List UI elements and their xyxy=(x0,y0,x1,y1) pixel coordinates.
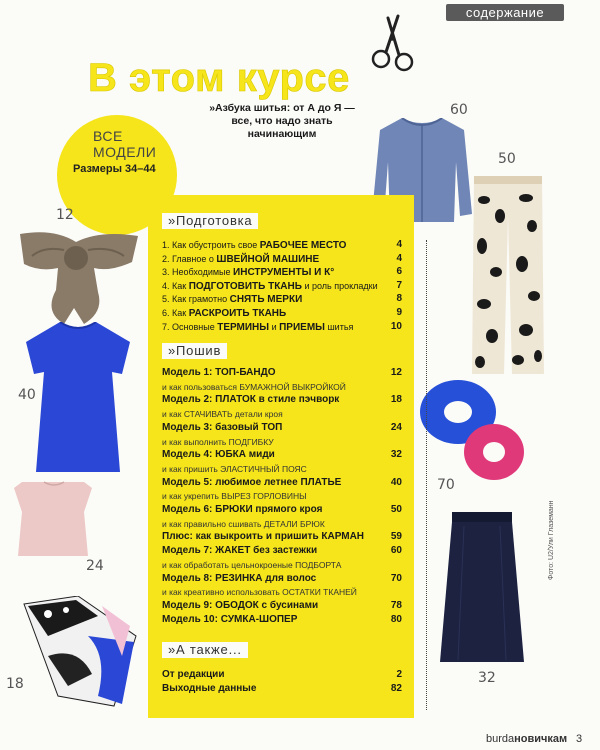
toc-highlight: ШВЕЙНОЙ МАШИНЕ xyxy=(216,253,320,265)
toc-page-number: 2 xyxy=(396,669,402,680)
top-image xyxy=(14,478,92,558)
toc-text: 6. Как xyxy=(162,308,189,318)
footer-brand-a: burda xyxy=(486,733,515,745)
toc-row-prep xyxy=(162,239,402,251)
toc-row-model xyxy=(162,600,402,612)
toc-row-also xyxy=(162,669,402,681)
dress-image xyxy=(26,322,130,474)
footer-brand xyxy=(486,733,567,745)
toc-row-title: Модель 7: ЖАКЕТ без застежки xyxy=(162,545,318,557)
bando-top-image xyxy=(14,228,144,328)
toc-row-prep xyxy=(162,321,402,333)
section-heading-also: »А также... xyxy=(162,642,248,658)
toc-page-number: 7 xyxy=(396,279,402,291)
page-title: В этом курсе xyxy=(88,56,350,100)
toc-page-number: 70 xyxy=(390,572,402,584)
toc-row-model xyxy=(162,394,402,406)
toc-row-prep xyxy=(162,293,402,305)
toc-page-number: 9 xyxy=(396,307,402,318)
toc-text: 3. Необходимые xyxy=(162,267,234,278)
toc-row-title xyxy=(162,266,334,279)
toc-row-sub xyxy=(162,436,402,448)
toc-row-sub xyxy=(162,381,402,393)
badge-sizes: Размеры 34–44 xyxy=(73,163,156,175)
badge-line1: ВСЕ xyxy=(93,128,123,144)
toc-text: 1. Как обустроить свое xyxy=(162,240,260,250)
toc-row-title: и как обработать цельнокроеные ПОДБОРТА xyxy=(162,559,342,570)
toc-row-title xyxy=(162,253,319,266)
model-number-skirt: 32 xyxy=(478,670,496,686)
toc-page-number: 32 xyxy=(390,449,402,461)
toc-row-model xyxy=(162,504,402,516)
toc-highlight: СНЯТЬ МЕРКИ xyxy=(229,294,303,306)
toc-row-title: и как СТАЧИВАТЬ детали кроя xyxy=(162,409,283,420)
toc-highlight: РАСКРОИТЬ ТКАНЬ xyxy=(188,308,287,319)
toc-text: 4. Как xyxy=(162,280,189,291)
toc-highlight: ПОДГОТОВИТЬ ТКАНЬ xyxy=(188,280,302,292)
toc-row-model xyxy=(162,422,402,434)
toc-text: и xyxy=(269,321,280,332)
toc-page-number: 18 xyxy=(390,394,402,406)
toc-highlight: ИНСТРУМЕНТЫ И К° xyxy=(233,267,335,279)
toc-row-title: и как укрепить ВЫРЕЗ ГОРЛОВИНЫ xyxy=(162,491,307,502)
toc-row-sub xyxy=(162,559,402,571)
toc-row-model xyxy=(162,367,402,379)
skirt-image xyxy=(440,512,524,662)
toc-row-title: Модель 4: ЮБКА миди xyxy=(162,449,275,461)
toc-row-prep xyxy=(162,280,402,292)
toc-text: 5. Как грамотно xyxy=(162,294,230,305)
toc-highlight: РАБОЧЕЕ МЕСТО xyxy=(259,240,347,251)
toc-page-number: 4 xyxy=(396,239,402,250)
toc-row-sub xyxy=(162,463,402,475)
toc-page-number: 82 xyxy=(390,683,402,694)
toc-row-title xyxy=(162,280,378,293)
toc-row-title xyxy=(162,239,346,252)
toc-row-model xyxy=(162,477,402,489)
toc-row-title: Модель 9: ОБОДОК с бусинами xyxy=(162,599,319,611)
model-number-top: 24 xyxy=(86,558,104,574)
toc-page-number: 59 xyxy=(390,531,402,543)
toc-row-title: Модель 5: любимое летнее ПЛАТЬЕ xyxy=(162,476,342,488)
toc-page-number: 50 xyxy=(390,504,402,515)
scarf-image xyxy=(18,596,142,712)
toc-row-also xyxy=(162,683,402,695)
toc-page-number: 24 xyxy=(390,421,402,433)
scrunchie-image xyxy=(418,370,528,486)
toc-row-model xyxy=(162,531,402,543)
dotted-guide xyxy=(426,240,429,710)
section-heading-prep: »Подготовка xyxy=(162,213,258,229)
toc-page-number: 10 xyxy=(390,320,402,332)
toc-highlight: ПРИЕМЫ xyxy=(279,321,325,333)
toc-row-model xyxy=(162,614,402,626)
model-number-pants: 50 xyxy=(498,151,516,167)
toc-row-title: и как пришить ЭЛАСТИЧНЫЙ ПОЯС xyxy=(162,463,307,474)
footer-brand-b: новичкам xyxy=(514,733,568,745)
toc-row-sub xyxy=(162,518,402,530)
toc-row-model xyxy=(162,449,402,461)
toc-row-title: Модель 8: РЕЗИНКА для волос xyxy=(162,572,317,584)
photo-credit: Фото: U2/Ули Глаземанн xyxy=(548,500,555,580)
model-number-bando: 12 xyxy=(56,207,74,223)
toc-text: 7. Основные xyxy=(162,321,218,332)
model-number-scarf: 18 xyxy=(6,676,24,692)
toc-page-number: 12 xyxy=(390,367,402,378)
toc-row-prep xyxy=(162,307,402,319)
toc-row-title: Выходные данные xyxy=(162,683,257,694)
pants-image xyxy=(470,176,546,376)
toc-row-title: Модель 6: БРЮКИ прямого кроя xyxy=(162,504,323,515)
model-number-dress: 40 xyxy=(18,387,36,403)
toc-row-title xyxy=(162,293,302,306)
toc-row-title: и как пользоваться БУМАЖНОЙ ВЫКРОЙКОЙ xyxy=(162,381,346,392)
toc-page-number: 4 xyxy=(396,252,402,264)
model-number-jacket: 60 xyxy=(450,102,468,118)
toc-page-number: 80 xyxy=(390,613,402,625)
toc-row-title: Модель 2: ПЛАТОК в стиле пэчворк xyxy=(162,394,340,406)
toc-highlight: ТЕРМИНЫ xyxy=(217,321,270,333)
toc-text: и роль прокладки xyxy=(301,280,378,291)
toc-row-title: и как выполнить ПОДГИБКУ xyxy=(162,436,274,447)
toc-row-model xyxy=(162,545,402,557)
toc-row-title: Плюс: как выкроить и пришить КАРМАН xyxy=(162,531,365,543)
toc-row-sub xyxy=(162,408,402,420)
model-number-scrunchie: 70 xyxy=(437,477,455,493)
toc-row-title: От редакции xyxy=(162,669,225,680)
toc-row-sub xyxy=(162,586,402,598)
toc-page-number: 8 xyxy=(396,293,402,305)
scissors-icon xyxy=(368,12,418,74)
badge-line2: МОДЕЛИ xyxy=(93,144,157,160)
toc-row-title xyxy=(162,307,286,320)
footer-page-number: 3 xyxy=(576,733,583,745)
toc-page-number: 40 xyxy=(390,476,402,488)
toc-row-title: Модель 10: СУМКА-ШОПЕР xyxy=(162,613,298,625)
section-label-contents: содержание xyxy=(446,4,564,21)
toc-row-prep xyxy=(162,266,402,278)
toc-page-number: 60 xyxy=(390,545,402,557)
toc-page-number: 78 xyxy=(390,599,402,611)
toc-row-title: Модель 1: ТОП-БАНДО xyxy=(162,367,276,378)
toc-page-number: 6 xyxy=(396,266,402,278)
toc-text: 2. Главное о xyxy=(162,253,217,264)
toc-row-title xyxy=(162,321,353,334)
toc-row-sub xyxy=(162,490,402,502)
toc-row-title: и как правильно сшивать ДЕТАЛИ БРЮК xyxy=(162,518,325,529)
toc-row-title: Модель 3: базовый ТОП xyxy=(162,421,283,433)
toc-text: шитья xyxy=(324,321,354,332)
toc-row-prep xyxy=(162,253,402,265)
subtitle: »Азбука шитья: от А до Я — все, что надо знать начинающим xyxy=(209,102,355,140)
toc-row-title: и как креативно использовать ОСТАТКИ ТКАНЕЙ xyxy=(162,587,357,598)
section-heading-sewing: »Пошив xyxy=(162,343,227,359)
table-of-contents xyxy=(148,195,414,718)
toc-row-model xyxy=(162,573,402,585)
